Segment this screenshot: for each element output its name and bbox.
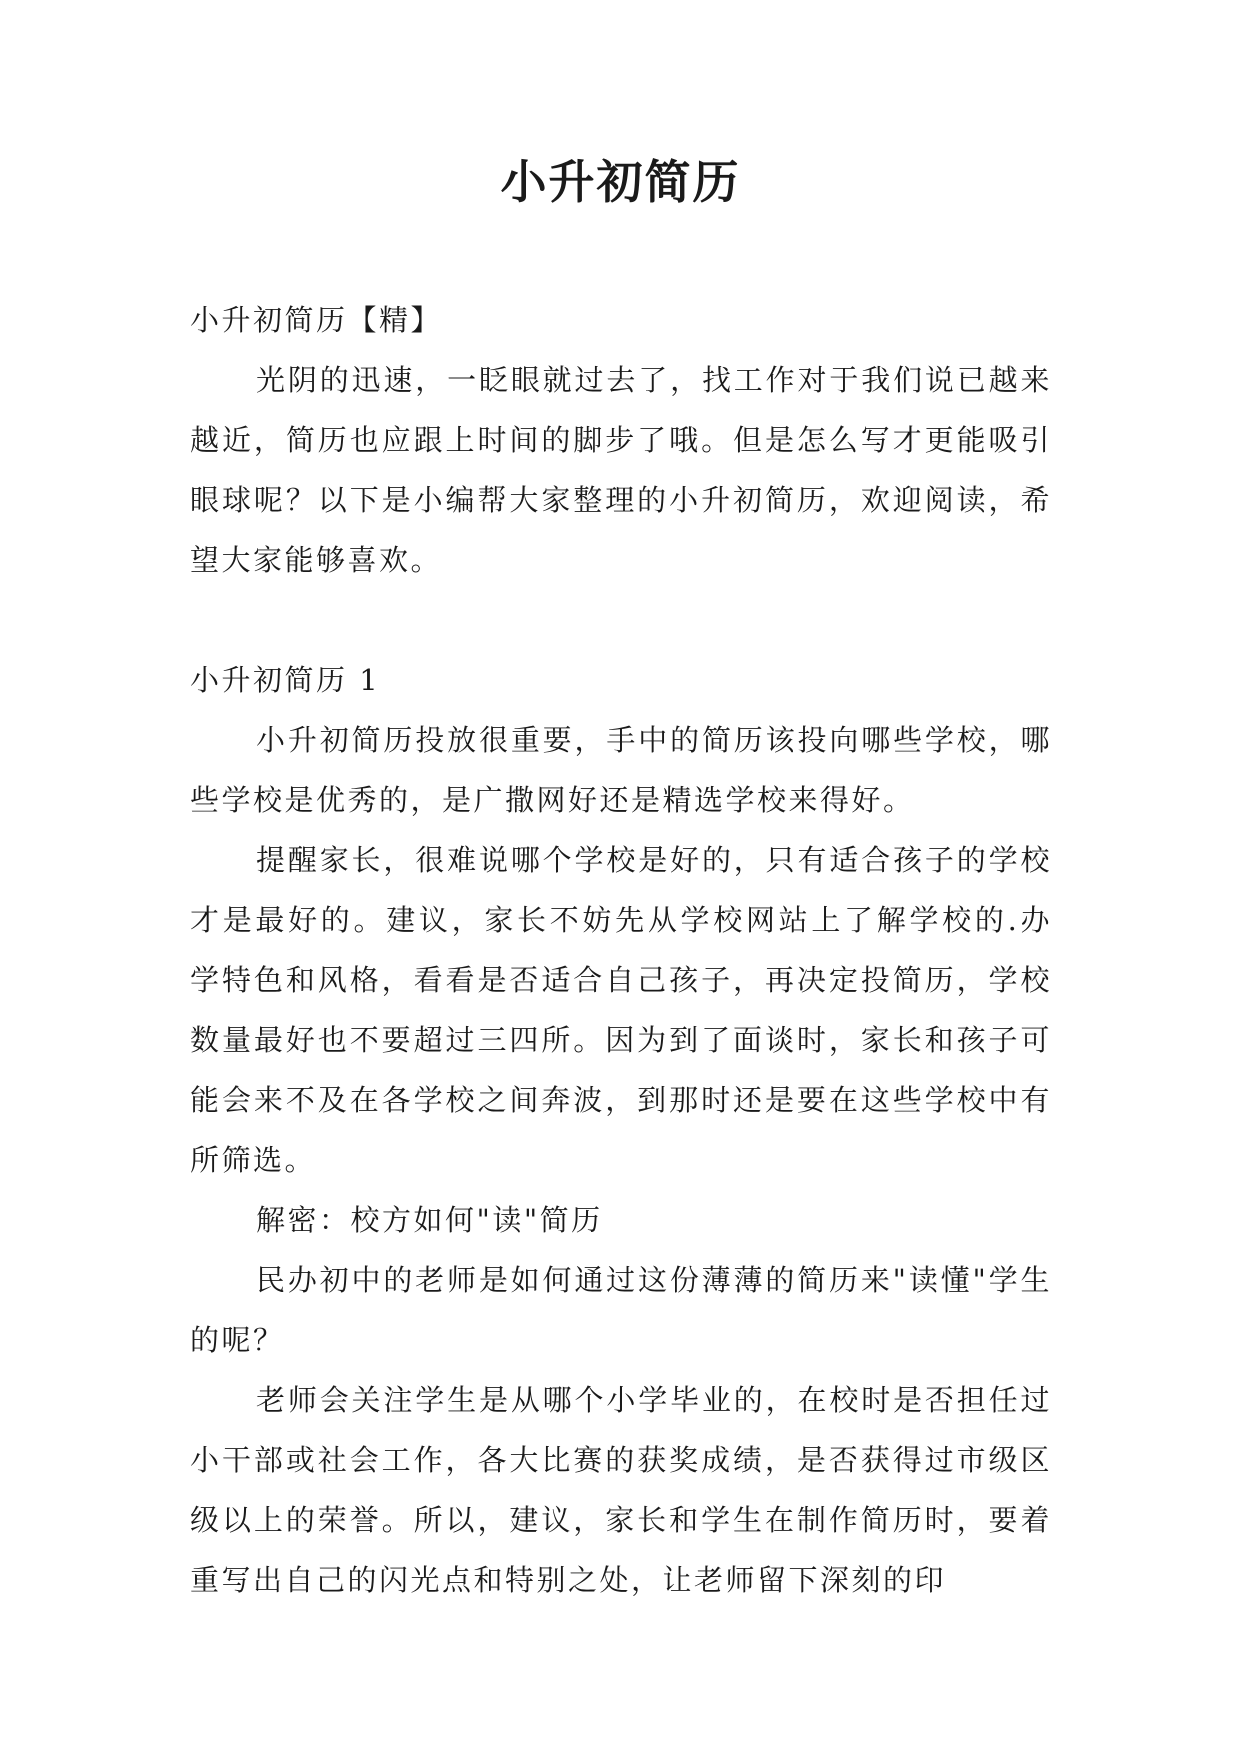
- body-paragraph: 民办初中的老师是如何通过这份薄薄的简历来"读懂"学生的呢？: [190, 1263, 1052, 1357]
- body-paragraph: 提醒家长，很难说哪个学校是好的，只有适合孩子的学校才是最好的。建议，家长不妨先从学校网站上了解学校的.办学特色和风格，看看是否适合自己孩子，再决定投简历，学校数量最好也不要超过三四所。因为到了面谈时，家长和孩子可能会来不及在各学校之间奔波，到那时还是要在这些学校中有所筛选。: [190, 843, 1052, 1177]
- document-body: [190, 290, 1052, 1610]
- page-title: 小升初简历: [500, 155, 741, 209]
- body-paragraph: 小升初简历投放很重要，手中的简历该投向哪些学校，哪些学校是优秀的，是广撒网好还是精选学校来得好。: [190, 723, 1052, 817]
- intro-paragraph: 光阴的迅速，一眨眼就过去了，找工作对于我们说已越来越近，简历也应跟上时间的脚步了哦。但是怎么写才更能吸引眼球呢？以下是小编帮大家整理的小升初简历，欢迎阅读，希望大家能够喜欢。: [190, 363, 1052, 577]
- paragraph-spacer: [190, 590, 1052, 650]
- body-paragraph: 解密：校方如何"读"简历: [256, 1203, 603, 1237]
- subtitle: 小升初简历【精】: [190, 303, 443, 337]
- section-heading: 小升初简历 1: [190, 663, 381, 697]
- body-paragraph: 老师会关注学生是从哪个小学毕业的，在校时是否担任过小干部或社会工作，各大比赛的获奖成绩，是否获得过市级区级以上的荣誉。所以，建议，家长和学生在制作简历时，要着重写出自己的闪光点和特别之处，让老师留下深刻的印: [190, 1383, 1052, 1597]
